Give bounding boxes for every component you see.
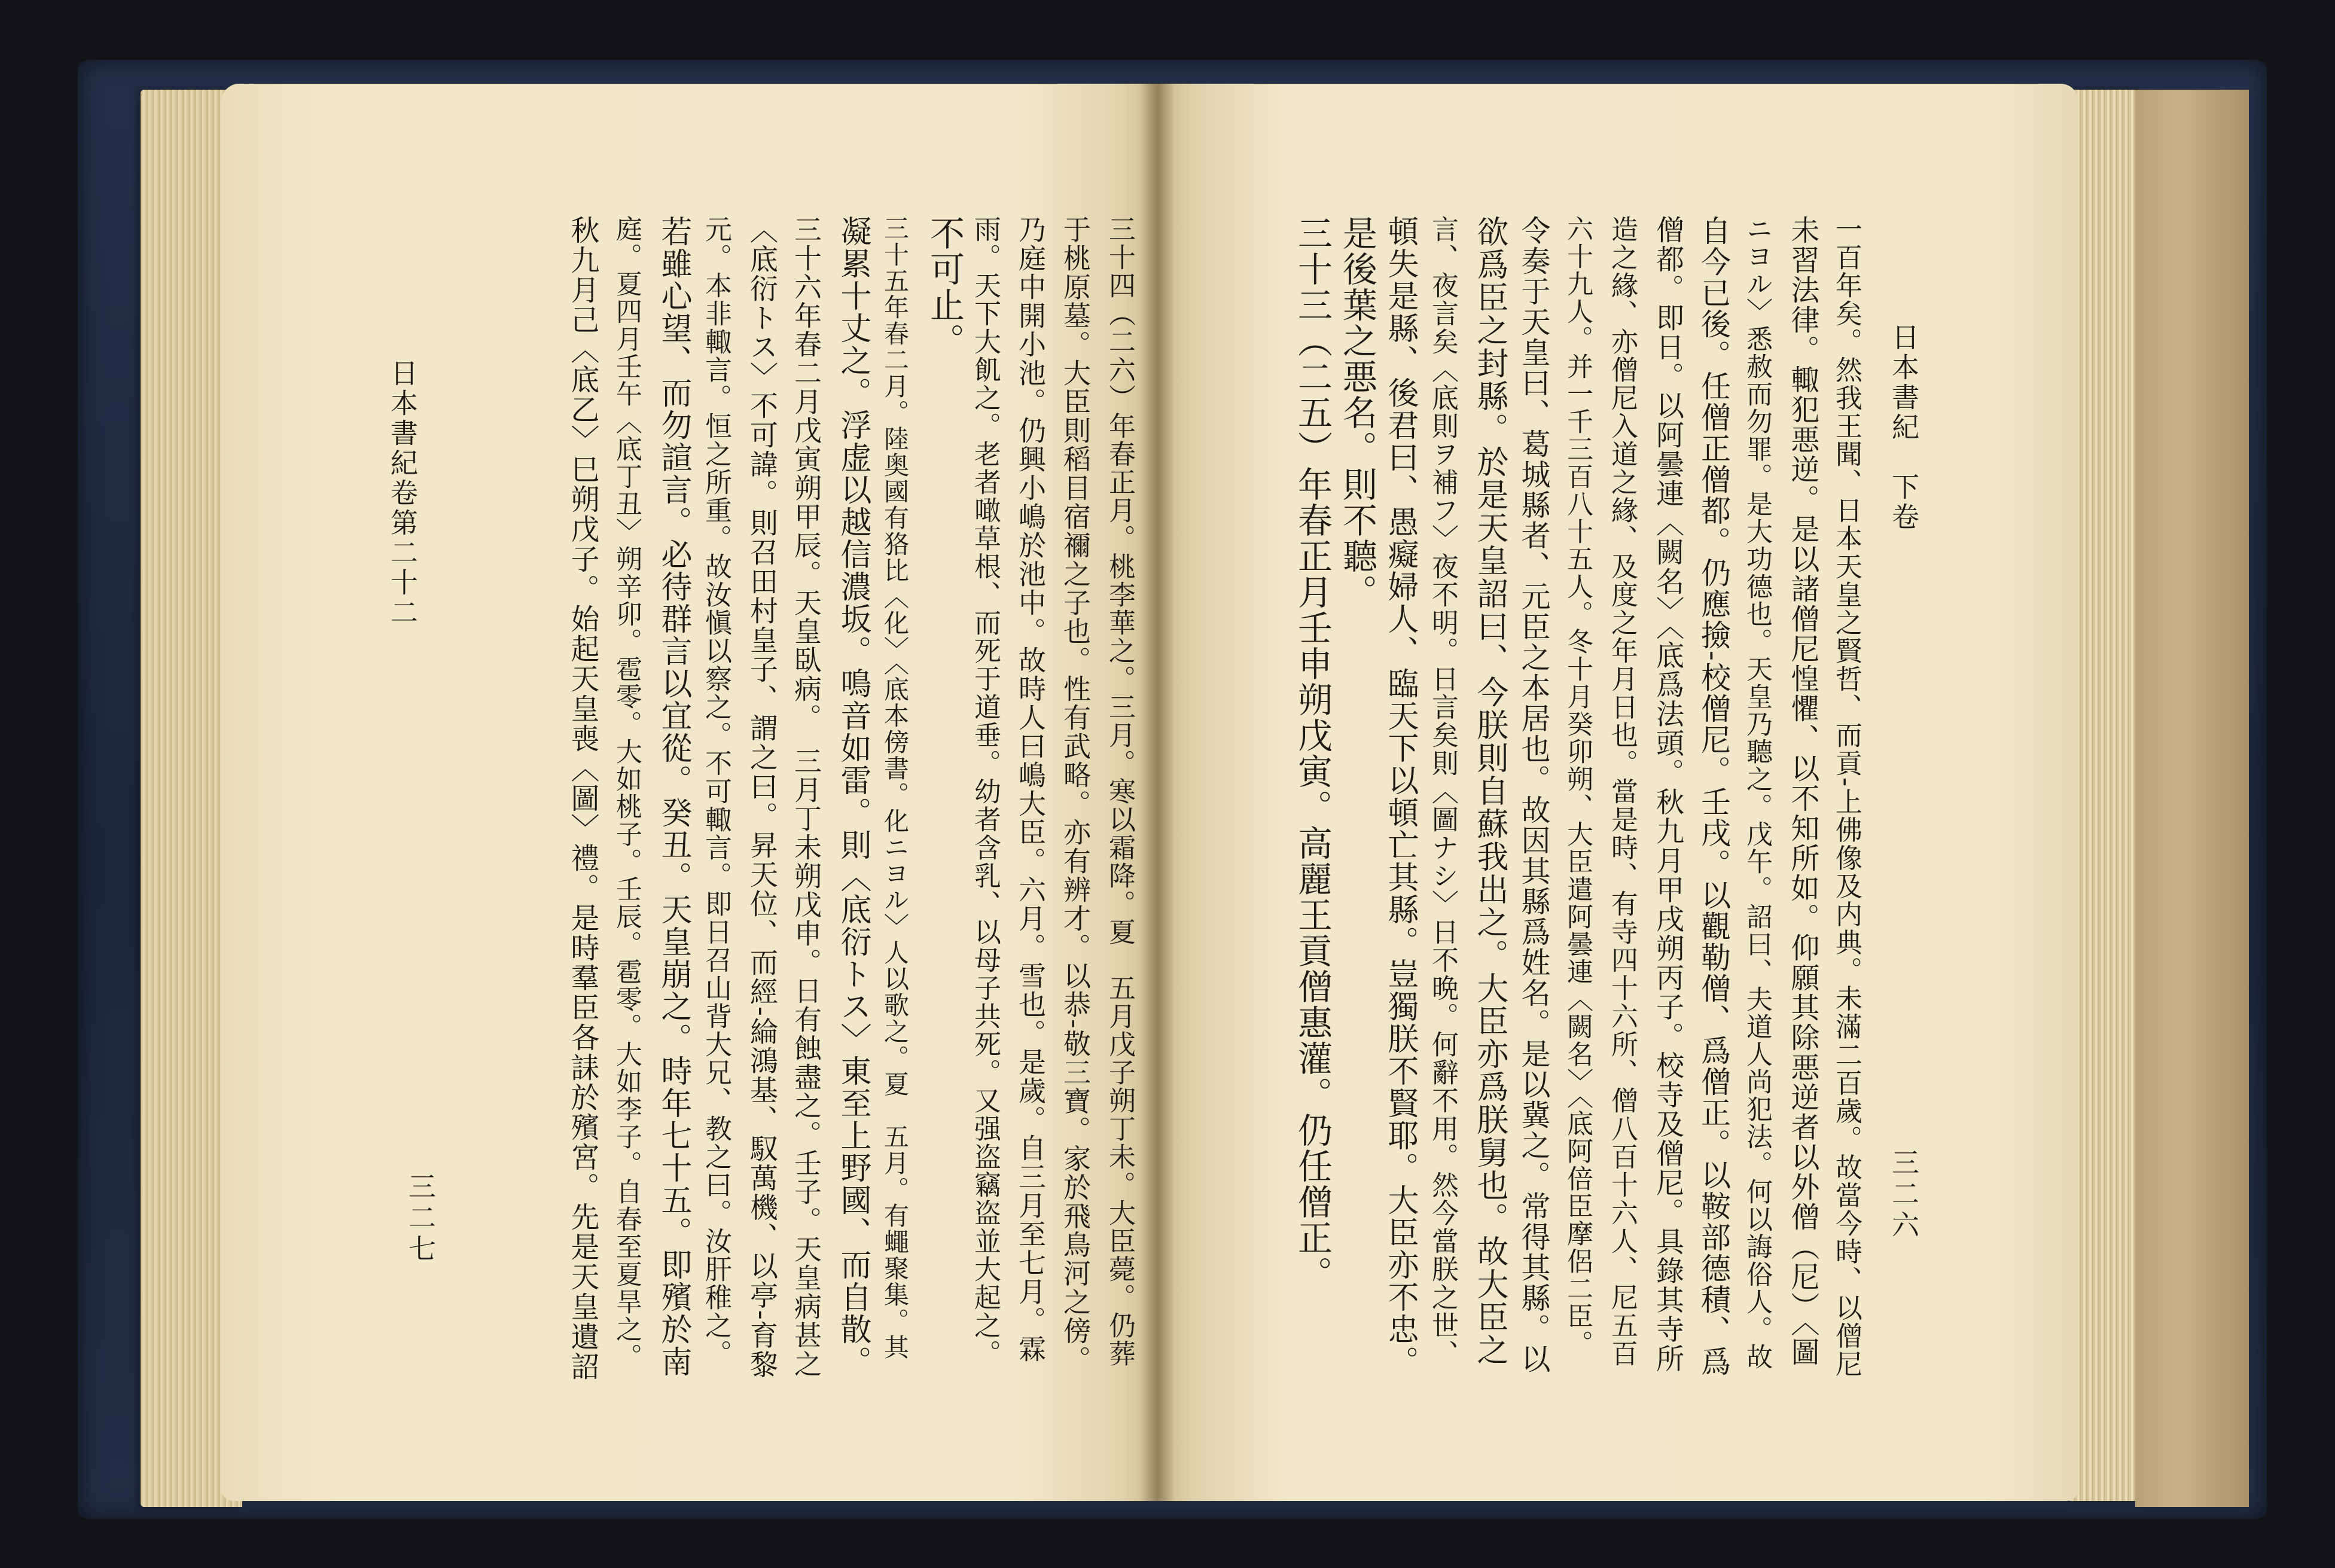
right-column-9: 欲爲臣之封縣。於是天皇詔曰、今朕則自蘇我出之。大臣亦爲朕舅也。故大臣之	[1472, 215, 1508, 1366]
left-column-8: 三十六年春二月戊寅朔甲辰。天皇臥病。 三月丁未朔戊申。日有蝕盡之。壬子。天皇病甚之	[790, 215, 822, 1378]
left-column-5: 不可止。	[924, 215, 965, 359]
right-column-1: 一百年矣。然我王聞、日本天皇之賢哲、而貢-上佛像及内典。未滿二百歲。故當今時、以僧尼	[1831, 215, 1862, 1378]
right-column-10: 言、夜言矣〈底則ヲ補フ〉夜不明。日言矣則〈圖ナシ〉日不晩。何辭不用。然今當朕之世、	[1427, 215, 1459, 1368]
page-edges-right	[2069, 90, 2135, 1501]
right-column-13: 三十三（二五）年春正月壬申朔戊寅。高麗王貢僧惠灌。仍任僧正。	[1292, 215, 1333, 1292]
left-column-2: 于桃原墓。大臣則稻目宿禰之子也。性有武略。亦有辨才。以恭-敬三寶。家於飛鳥河之傍。	[1059, 215, 1092, 1374]
right-page-header: 日本書紀 下卷	[1888, 323, 1920, 532]
right-column-8: 令奏于天皇曰、葛城縣者、元臣之本居也。故因其縣爲姓名。是以冀之。常得其縣。以	[1517, 215, 1551, 1374]
right-page-number: 三二六	[1888, 1148, 1920, 1241]
left-page-footer-title: 日本書紀卷第二十二	[386, 359, 419, 628]
endpaper-right	[2135, 90, 2249, 1507]
right-column-7: 六十九人。并一千三百八十五人。冬十月癸卯朔、大臣遣阿曇連〈闕名〉〈底阿倍臣摩侶二臣。	[1562, 215, 1593, 1357]
left-page-number: 三二七	[404, 1172, 437, 1265]
left-column-7: 凝累十丈之。浮虚以越信濃坂。鳴音如雷。則〈底衍トス〉東至上野國、而自散。	[835, 215, 871, 1378]
right-column-5: 僧都。即日。以阿曇連〈闕名〉〈底爲法頭。秋九月甲戌朔丙子。校寺及僧尼。具錄其寺所	[1651, 215, 1684, 1374]
right-column-11: 頓失是縣、後君曰、愚癡婦人、臨天下以頓亡其縣。豈獨朕不賢耶。大臣亦不忠。	[1382, 215, 1418, 1378]
right-column-3: ニヨル〉悉赦而勿罪。是大功德也。天皇乃聽之。戊午。詔曰、夫道人尚犯法。何以誨俗人。故	[1742, 215, 1772, 1371]
left-column-13: 秋九月己〈底乙〉巳朔戊子。始起天皇喪〈圖〉禮。是時羣臣各誄於殯宮。先是天皇遺詔	[566, 215, 599, 1381]
right-column-6: 造之緣、亦僧尼入道之緣、及度之年月日也。當是時、有寺四十六所、僧八百十六人、尼五百	[1607, 215, 1638, 1368]
left-column-9: 〈底衍トス〉不可諱。則召田村皇子、謂之曰。昇天位、而經-綸鴻基、馭萬機、以亭-育黎	[745, 215, 778, 1380]
left-column-11: 若雖心望、而勿諠言。必待群言以宜從。癸丑。天皇崩之。時年七十五。即殯於南	[656, 215, 691, 1378]
left-column-6: 三十五年春二月。陸奥國有狢比〈化〉〈底本傍書。化ニヨル〉人以歌之。夏 五月。有蠅聚集。其	[880, 215, 910, 1360]
right-column-12: 是後葉之悪名。則不聽。	[1337, 215, 1377, 610]
book-gutter	[1139, 84, 1175, 1501]
left-column-12: 庭。夏四月壬午〈底丁丑〉朔辛卯。雹零。大如桃子。壬辰。雹零。大如李子。自春至夏旱之。	[611, 215, 642, 1371]
left-column-1: 三十四（二六）年春正月。桃李華之。三月。寒以霜降。夏 五月戊子朔丁未。大臣薨。仍葬	[1104, 215, 1136, 1368]
left-column-4: 雨。天下大飢之。老者噉草根、而死于道垂。幼者含乳、以母子共死。又强盗竊盗並大起之。	[970, 215, 1001, 1368]
left-column-10: 元。本非輙言。恒之所重。故汝愼以察之。不可輙言。即日召山背大兄、教之曰。汝肝稚之。	[700, 215, 732, 1368]
right-column-4: 自今已後。任僧正僧都。仍應撿-校僧尼。壬戌。以觀勒僧、爲僧正。以鞍部德積、爲	[1696, 215, 1731, 1377]
left-column-3: 乃庭中開小池。仍興小嶋於池中。故時人曰嶋大臣。六月。雪也。是歲。自三月至七月。霖	[1014, 215, 1047, 1363]
right-column-2: 未習法律。輙犯悪逆。是以諸僧尼惶懼、以不知所如。仰願其除悪逆者以外僧（尼）〈圖	[1786, 215, 1819, 1367]
